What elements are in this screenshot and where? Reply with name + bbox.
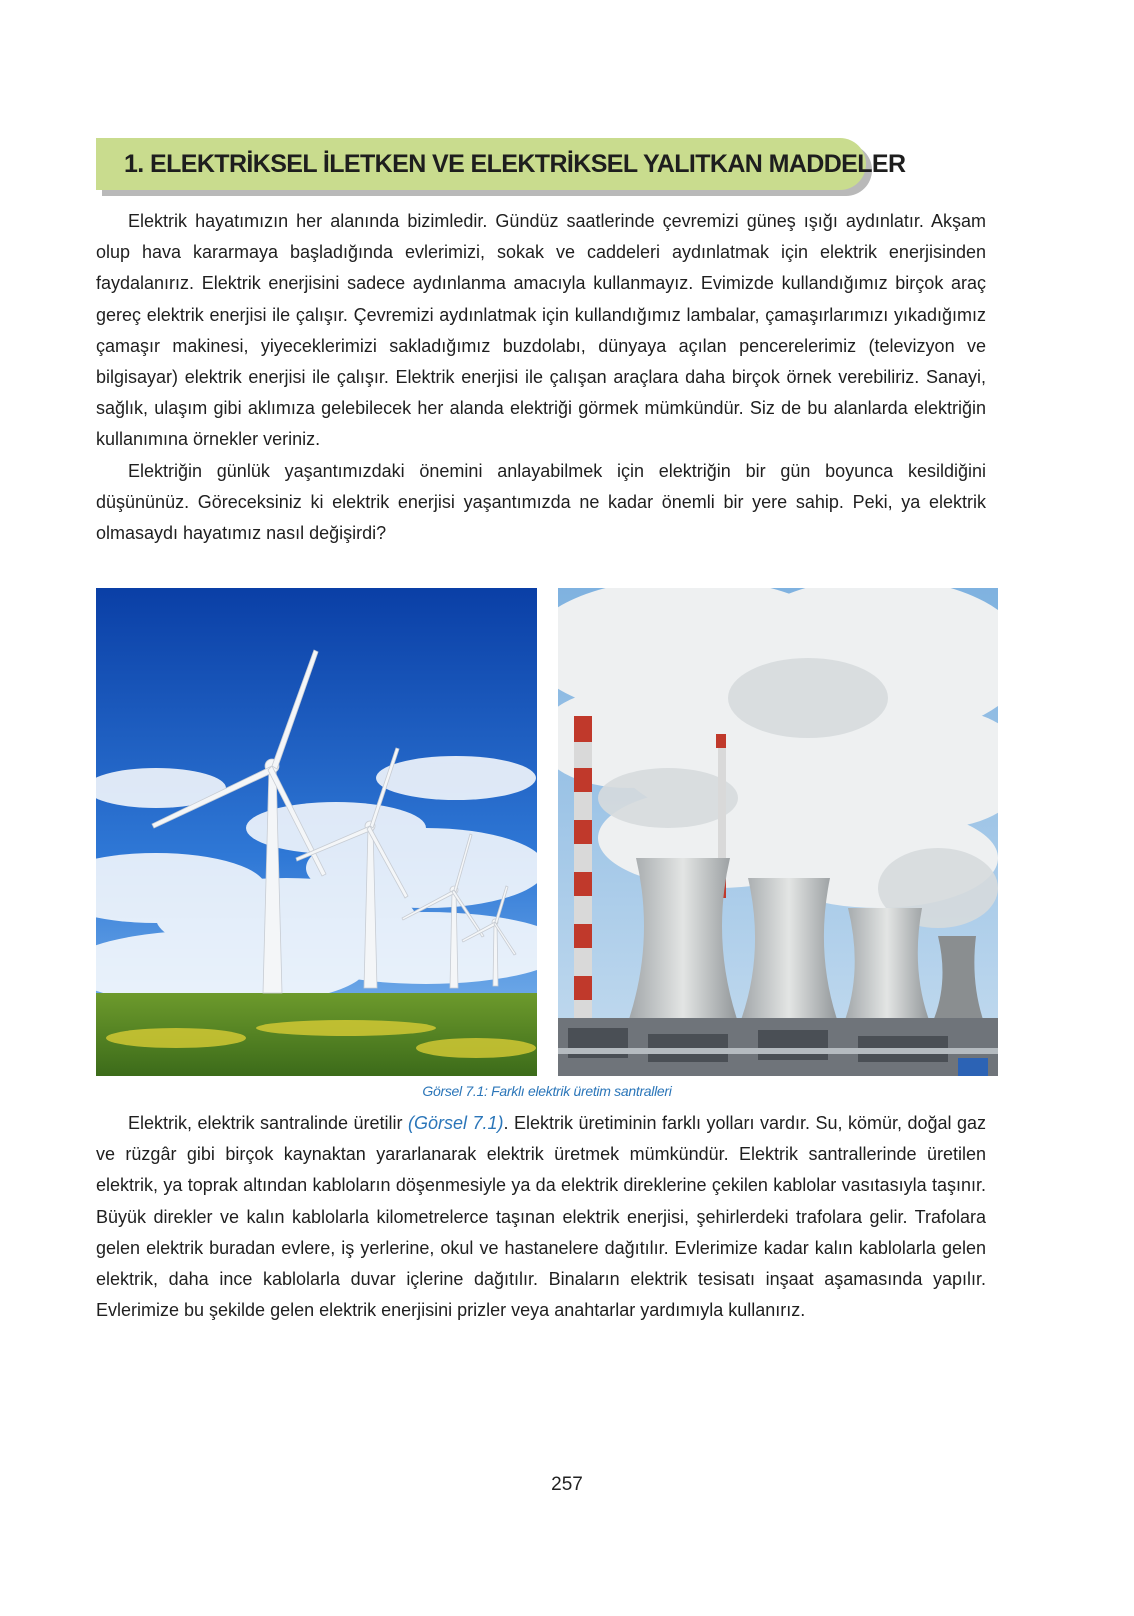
paragraph <box>96 1108 986 1326</box>
text-rest: . Elektrik üretiminin farklı yolları vardır. Su, kömür, doğal gaz ve rüzgâr gibi birçok kaynaktan yararlanarak elektrik üretmek mümkündür. Elektrik santrallerinde üretilen elektrik, ya toprak altından kabloların döşenmesiyle ya da elektrik direklerine çekilen kablolar vasıtasıyla taşınır. Büyük direkler ve kalın kablolarla kilometrelerce taşınan elektrik enerjisi, şehirlerdeki trafolara gelir. Trafolara gelen elektrik buradan evlere, iş yerlerine, okul ve hastanelere dağıtılır. Evlerimize kadar kalın kablolarla gelen elektrik, daha ince kablolarla duvar içlerine dağıtılır. Binaların elektrik tesisatı inşaat aşamasında yapılır. Evlerimize bu şekilde gelen elektrik enerjisini prizler veya anahtarlar yardımıyla kullanırız. <box>96 1113 987 1321</box>
paragraph: Elektrik hayatımızın her alanında bizimledir. Gündüz saatlerinde çevremizi güneş ışığı aydınlatır. Akşam olup hava kararmaya başladığında evlerimizi, sokak ve caddeleri aydınlatmak için elektrik enerjisinden faydalanırız. Elektrik enerjisini sadece aydınlanma amacıyla kullanmayız. Evimizde kullandığımız birçok araç gereç elektrik enerjisi ile çalışır. Çevremizi aydınlatmak için kullandığımız lambalar, çamaşırlarımızı yıkadığımız çamaşır makinesi, yiyeceklerimizi sakladığımız buzdolabı, dünyaya açılan pencerelerimiz (televizyon ve bilgisayar) elektrik enerjisi ile çalışır. Elektrik enerjisi ile çalışan araçlara daha birçok örnek verebiliriz. Sanayi, sağlık, ulaşım gibi aklımıza gelebilecek her alanda elektriği görmek mümkündür. Siz de bu alanlarda elektriğin kullanımına örnekler veriniz. <box>96 211 986 450</box>
section-title: 1. ELEKTRİKSEL İLETKEN VE ELEKTRİKSEL YALITKAN MADDELER <box>124 150 906 178</box>
bottom-text <box>96 1108 986 1326</box>
text-start: Elektrik, elektrik santralinde üretilir <box>128 1113 409 1133</box>
page-number: 257 <box>551 1474 583 1495</box>
wind-turbines-photo <box>96 588 537 1076</box>
figure-caption: Görsel 7.1: Farklı elektrik üretim santralleri <box>422 1083 672 1099</box>
intro-text <box>96 206 986 549</box>
figure-reference: (Görsel 7.1) <box>408 1113 504 1133</box>
power-plant-photo <box>558 588 998 1076</box>
section-banner <box>96 138 906 190</box>
paragraph: Elektriğin günlük yaşantımızdaki önemini anlayabilmek için elektriğin bir gün boyunca kesildiğini düşününüz. Göreceksiniz ki elektrik enerjisi yaşantımızda ne kadar önemli bir yere sahip. Peki, ya elektrik olmasaydı hayatımız nasıl değişirdi? <box>96 460 986 544</box>
